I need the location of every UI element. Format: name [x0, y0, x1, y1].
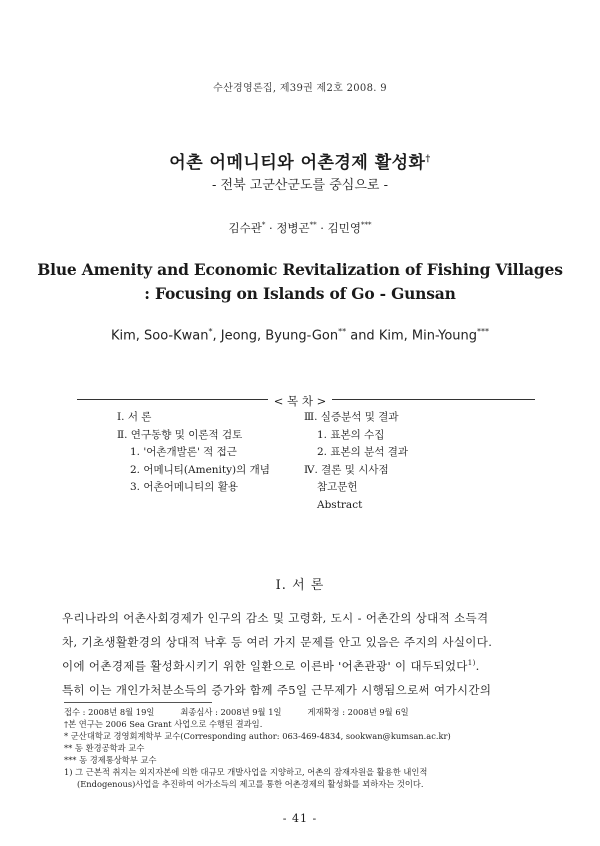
toc-heading: [0, 390, 600, 409]
journal-header: 수산경영론집, 제39권 제2호 2008. 9: [213, 83, 387, 94]
author-en-2: Jeong, Byung-Gon: [220, 328, 339, 344]
korean-subtitle: - 전북 고군산군도를 중심으로 -: [211, 178, 388, 193]
author-en-1: Kim, Soo-Kwan: [110, 328, 209, 344]
body-text-line: 차, 기초생활환경의 상대적 낙후 등 여러 가지 문제를 안고 있음은 주지의 사실이다.: [62, 635, 493, 649]
english-title-line-1: Blue Amenity and Economic Revitalization of Fishing Villages: [37, 260, 563, 279]
footnote-grant: †본 연구는 2006 Sea Grant 사업으로 수행된 결과임.: [64, 719, 263, 729]
author-en-2-mark: **: [338, 327, 347, 336]
toc-item: 2. 표본의 분석 결과: [317, 446, 409, 458]
body-text-line: 특히 이는 개인가처분소득의 증가와 함께 주5일 근무제가 시행됨으로써 여가시간의: [62, 683, 492, 697]
toc-item: Ⅲ. 실증분석 및 결과: [304, 411, 399, 423]
english-title-line-2: : Focusing on Islands of Go - Gunsan: [144, 284, 456, 303]
body-text-end: .: [475, 659, 480, 673]
toc-item: 참고문헌: [317, 481, 358, 493]
footnote-author-2: ** 동 환경공학과 교수: [64, 743, 145, 753]
author-ko-2: 정병곤: [276, 221, 310, 235]
footnote-1-line-2: (Endogenous)사업을 추진하여 어가소득의 제고를 통한 어촌경제의 활성화를 꾀하자는 것이다.: [77, 779, 424, 789]
author-ko-1: 김수관: [228, 221, 262, 235]
section-heading: Ⅰ. 서 론: [275, 578, 325, 593]
author-en-separator: and: [346, 328, 379, 344]
toc-right-column: [304, 409, 408, 514]
page-number: - 41 -: [282, 812, 318, 825]
toc-item: Abstract: [317, 498, 363, 511]
title-dagger-mark: †: [425, 154, 431, 165]
author-en-separator: ,: [212, 328, 221, 344]
author-en-3-mark: ***: [477, 327, 490, 336]
author-ko-3-mark: ***: [360, 221, 372, 230]
body-text-line: [62, 658, 537, 674]
toc-item: 1. '어촌개발론' 적 접근: [130, 446, 237, 458]
author-en-1-mark: *: [208, 327, 213, 336]
footnote-author-3: *** 동 경제통상학부 교수: [64, 755, 157, 765]
author-separator: ·: [265, 221, 277, 235]
toc-item: 3. 어촌어메니티의 활용: [130, 481, 238, 493]
footnote-ref-1: 1): [467, 659, 476, 668]
footnote-author-1: * 군산대학교 경영회계학부 교수(Corresponding author: 063-469-4834, sookwan@kumsan.ac.kr): [64, 731, 451, 741]
footnote-1-line-1: 1) 그 근본적 취지는 외지자본에 의한 대규모 개발사업을 지양하고, 어촌의 잠재자원을 활용한 내인적: [64, 767, 428, 777]
korean-title: [0, 148, 600, 173]
author-en-3: Kim, Min-Young: [378, 328, 478, 344]
korean-authors: [0, 220, 600, 236]
body-text-line: 우리나라의 어촌사회경제가 인구의 감소 및 고령화, 도시 - 어촌간의 상대적 소득격: [62, 611, 489, 625]
toc-item: 1. 표본의 수집: [317, 428, 385, 441]
footnote-dates: [64, 706, 409, 718]
received-date: 접수 : 2008년 8월 19일: [64, 707, 155, 717]
accepted-date: 게재확정 : 2008년 9월 6일: [307, 707, 409, 717]
toc-item: Ⅳ. 결론 및 시사점: [304, 463, 389, 476]
footnote-rule: [64, 702, 212, 703]
toc-item: Ⅰ. 서 론: [117, 411, 152, 423]
toc-item: 2. 어메니티(Amenity)의 개념: [130, 463, 270, 476]
korean-title-text: 어촌 어메니티와 어촌경제 활성화: [169, 153, 426, 173]
author-ko-2-mark: **: [309, 221, 317, 230]
body-text: 이에 어촌경제를 활성화시키기 위한 일환으로 이른바 '어촌관광' 이 대두되었다: [62, 659, 468, 673]
toc-heading-text: < 목 차 >: [268, 394, 332, 408]
author-ko-1-mark: *: [261, 221, 266, 230]
review-date: 최종심사 : 2008년 9월 1일: [180, 707, 282, 717]
author-separator: ·: [316, 221, 328, 235]
english-authors: [0, 327, 600, 343]
toc-item: Ⅱ. 연구동향 및 이론적 검토: [117, 428, 243, 441]
toc-left-column: [117, 409, 270, 497]
author-ko-3: 김민영: [327, 221, 361, 235]
